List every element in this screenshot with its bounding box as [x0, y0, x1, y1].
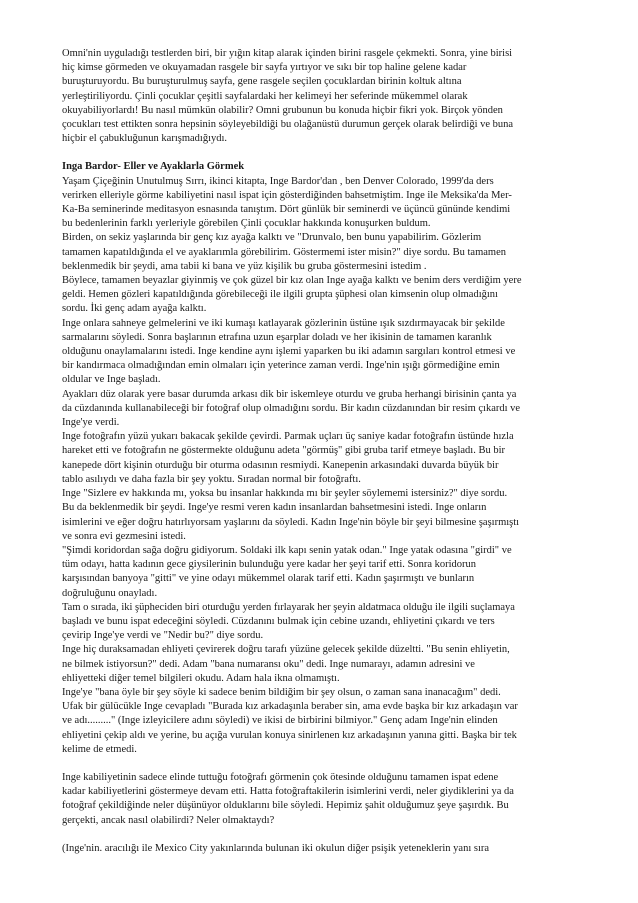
text-line: oldular ve Inge başladı. [62, 374, 161, 386]
text-line: Birden, on sekiz yaşlarında bir genç kız ayağa kalktı ve "Drunvalo, ben bunu yapabilirim. Gözlerim [62, 232, 482, 244]
text-line: Inge kabiliyetinin sadece elinde tuttuğu fotoğrafı görmenin çok ötesinde olduğunu tamamen ispat edene [62, 771, 499, 783]
text-line: Inge fotoğrafın yüzü yukarı bakacak şekilde çevirdi. Parmak uçları üç saniye kadar fotoğrafın üstünde hızla [62, 431, 514, 443]
text-line: hiçbir el çabukluğunun karışmadığıydı. [62, 133, 228, 145]
text-line: kadar kabiliyetlerini göstermeye devam etti. Hatta fotoğraftakilerin isimlerini verdi, neler giydiklerini ya da [62, 786, 514, 798]
text-line: gerçekti, ancak nasıl olabilirdi? Neler olmaktaydı? [62, 814, 275, 826]
text-line: tüm odayı, hatta kadının gece giysilerinin bulunduğu yere kadar her şeyi tarif etti. Sonra koridorun [62, 559, 477, 571]
text-line: çevirip Inge'ye verdi ve "Nedir bu?" diye sordu. [62, 630, 264, 642]
text-line: Tam o sırada, iki şüpheciden biri oturduğu yerden fırlayarak her şeyin aldatmaca olduğu ile ilgili suçlamaya [62, 601, 515, 613]
text-line: geldi. Hemen gözleri kapatıldığında görebileceği ile ilgili grupta şüphesi olan kimsenin olup olmadığını [62, 289, 498, 301]
text-line: Omni'nin uyguladığı testlerden biri, bir yığın kitap alarak içinden birini rasgele çekmekti. Sonra, yine birisi [62, 48, 513, 59]
text-line: sordu. İki genç adam ayağa kalktı. [62, 303, 207, 315]
text-line: bir kandırmaca olmadığından emin olmaları için yeterince zaman verdi. Inge'nin ışığı görmediğine emin [62, 360, 500, 372]
text-line: Inge onlara sahneye gelmelerini ve iki kumaşı katlayarak gözlerinin üstüne ışık sızdırmayacak bir şekilde [62, 317, 505, 329]
text-line: Inge hiç duraksamadan ehliyeti çevirerek doğru tarafı yüzüne gelecek şekilde düzeltti. "Bu senin ehliyetin, [62, 644, 510, 656]
text-line: Inge "Sizlere ev hakkında mı, yoksa bu insanlar hakkında mı bir şeyler söylememi istersiniz?" diye sordu. [62, 488, 508, 500]
text-line: (Inge'nin. aracılığı ile Mexico City yakınlarında bulunan iki okulun diğer psişik yeteneklerin yanı sıra [62, 842, 490, 854]
text-line: "Şimdi koridordan sağa doğru gidiyorum. Soldaki ilk kapı senin yatak odan." Inge yatak odasına "girdi" ve [62, 544, 512, 556]
text-line: tablo asılıydı ve daha fazla bir şey yoktu. Sıradan normal bir fotoğraftı. [62, 473, 361, 485]
text-line: sarmalarını söyledi. Sonra başlarının etrafına uzun eşarplar doladı ve her ikisinin de tamamen karanlık [62, 331, 492, 343]
text-line: da cüzdanında kullanabileceği bir fotoğraf olup olmadığını sordu. Bir kadın cüzdanından bir resim çıkardı ve [62, 402, 521, 414]
text-line: fotoğraf çekildiğinde neler düşünüyor olduklarını bile söyledi. Hepimiz şahit olduğumuz şeye şaşırdık. Bu [62, 800, 509, 812]
text-line: ve adı........." (Inge izleyicilere adını söyledi) ve ikisi de birbirini bilmiyor." Genç adam Inge'nin elinden [62, 715, 498, 727]
text-line: beklenmedik bir şeydi, ama tabii ki bana ve yüz kişilik bu gruba göstermesini istedim . [62, 260, 427, 272]
text-line: hiç kimse görmeden ve okuyamadan rasgele bir sayfa yırtıyor ve sıkı bir top haline gelene kadar [62, 62, 467, 74]
text-line: Böylece, tamamen beyazlar giyinmiş ve çok güzel bir kız olan Inge ayağa kalktı ve benim ders verdiğim yere [62, 275, 522, 287]
text-line: ne bilmek istiyorsun?" dedi. Adam "bana numaransı oku" dedi. Inge numarayı, adamın adresini ve [62, 658, 475, 670]
text-line: ehliyetini çekip aldı ve yerine, bu açığa vurulan konuya sinirlenen kız arkadaşının yanına gitti. Başka bir tek [62, 729, 517, 741]
text-line: kanepede dört kişinin oturduğu bir oturma odasının resmiydi. Kanepenin arkasındaki duvarda büyük bir [62, 459, 499, 471]
text-line: buruşturuyordu. Bu buruşturulmuş sayfa, gene rasgele seçilen çocuklardan birinin koltuk altına [62, 76, 462, 88]
text-line: Ka-Ba seminerinde meditasyon esnasında tanıştım. Dört günlük bir seminerdi ve üçüncü gününde kendimi [62, 204, 511, 216]
text-line: tamamen kapatıldığında el ve ayaklarımla görebilirim. Göstermemi ister misin?" diye sordu. Bu tamamen [62, 246, 506, 258]
intro-paragraph [62, 47, 580, 146]
closing-paragraph [62, 771, 580, 828]
text-line: çocukları test ettikten sonra hepsinin söyleyebildiği bu olağanüstü durumun gerçek olarak belirdiği ve buna [62, 119, 514, 131]
text-line: okuyabiliyorlardı! Bu nasıl mümkün olabilir? Omni grubunun bu konuda hiçbir fikri yok. Birçok yönden [62, 104, 503, 116]
text-line: Bu da beklenmedik bir şeydi. Inge'ye resmi veren kadın insanlardan bahsetmesini istedi. Inge onların [62, 502, 487, 514]
text-line: bu bedenlerinin farklı yerleriyle görebilen Çinli çocuklar hakkında konuşurken buldum. [62, 218, 431, 230]
text-line: ehliyetteki diğer temel bilgileri okudu. Adam hala ikna olmamıştı. [62, 672, 340, 684]
text-line: isimlerini ve eğer doğru hatırlıyorsam yaşlarını da söyledi. Kadın Inge'nin böyle bir şeyi bilmesine şaşırmıştı [62, 516, 520, 528]
text-line: kelime de etmedi. [62, 743, 137, 755]
text-line: ve sonra evi gezmesini istedi. [62, 530, 186, 542]
paragraph-gap [62, 146, 580, 160]
final-paragraph [62, 842, 580, 856]
paragraph-gap [62, 757, 580, 771]
text-line: doğruluğunu onayladı. [62, 587, 158, 599]
text-line: Ayakları düz olarak yere basar durumda arkası dik bir iskemleye oturdu ve gruba herhangi birisinin çanta ya [62, 388, 517, 400]
text-line: hareket etti ve fotoğrafın ne göstermekte olduğunu adeta "görmüş" gibi gruba tarif etmeye başladı. Bu bir [62, 445, 506, 457]
body-paragraph [62, 175, 580, 757]
text-line: Inge'ye "bana öyle bir şey söyle ki sadece benim bildiğim bir şey olsun, o zaman sana inanacağım" dedi. [62, 686, 501, 698]
text-line: yerleştiriliyordu. Çinli çocuklar çeşitli sayfalardaki her kelimeyi her seferinde mükemmel olarak [62, 90, 468, 102]
text-line: Inge'ye verdi. [62, 417, 120, 429]
paragraph-gap [62, 828, 580, 842]
text-line: Ufak bir gülücükle Inge cevapladı "Burada kız arkadaşınla beraber sin, ama evde başka bir kız arkadaşın var [62, 701, 518, 713]
text-line: olduğunu onaylamalarını istedi. Inge kendine aynı işlemi yaparken bu iki adamın sargıları kontrol etmesi ve [62, 346, 516, 358]
section-heading: Inga Bardor- Eller ve Ayaklarla Görmek [62, 161, 245, 173]
text-line: başladı ve bunu ispat edeceğini söyledi. Cüzdanını bulmak için cebine uzandı, ehliyetini çıkardı ve ters [62, 615, 495, 627]
text-line: Yaşam Çiçeğinin Unutulmuş Sırrı, ikinci kitapta, Inge Bardor'dan , ben Denver Colorado, 1999'da ders [62, 175, 494, 187]
text-line: karşısından banyoya "gitti" ve yine odayı mükemmel olarak tarif etti. Kadın şaşırmıştı ve bunların [62, 573, 475, 585]
text-line: verirken elleriyle görme kabiliyetini nasıl ispat için gösterdiğinden bahsetmiştim. Inge ile Meksika'da Mer- [62, 189, 512, 201]
